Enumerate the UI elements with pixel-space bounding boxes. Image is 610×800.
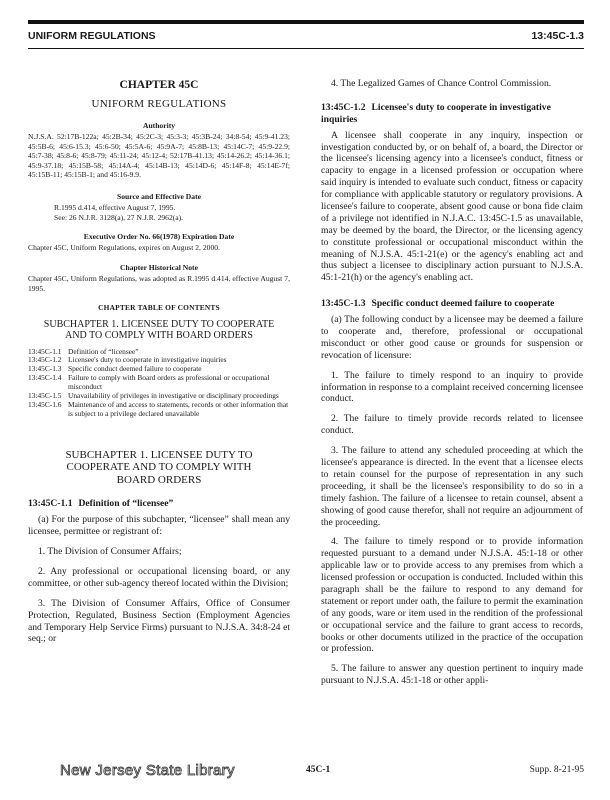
section-1-1-item: 3. The Division of Consumer Affairs, Office of Consumer Protection, Regulated, Business Section (Employment Agencies and Temporary Help Service Firms) pursuant to N.J.S.A. 34:8-24 et seq.; or — [28, 597, 290, 645]
running-head-section: 13:45C-1.3 — [531, 30, 584, 42]
running-head — [28, 30, 584, 46]
header-rule — [28, 20, 584, 24]
subchapter-heading-line-2: COOPERATE AND TO COMPLY WITH — [66, 461, 252, 474]
toc-item-number: 13:45C-1.1 — [28, 346, 62, 356]
toc-subchapter-line-1: SUBCHAPTER 1. LICENSEE DUTY TO COOPERATE — [43, 318, 275, 330]
section-1-1-intro: (a) For the purpose of this subchapter, “licensee” shall mean any licensee, permittee or registrant of: — [28, 514, 290, 538]
toc-item[interactable] — [28, 374, 290, 392]
chapter-subtitle: UNIFORM REGULATIONS — [91, 98, 227, 111]
toc-item-number: 13:45C-1.3 — [28, 364, 62, 374]
toc-subchapter-line-2: AND TO COMPLY WITH BOARD ORDERS — [65, 330, 253, 342]
page-footer — [28, 762, 584, 784]
exec-order-heading: Executive Order No. 66(1978) Expiration Date — [83, 232, 235, 242]
section-1-3-item: 3. The failure to attend any scheduled proceeding at which the licensee's appearance is directed. In the event that a licensee elects to retain counsel for the purpose of representation in any such proceeding, it shall be the licensee's responsibility to do so in a timely fashion. The failure of a licensee to retain counsel, absent a showing of good cause therefor, shall not require an adjournment of the proceeding. — [321, 445, 583, 528]
toc-list — [28, 348, 290, 419]
toc-item-number: 13:45C-1.4 — [28, 373, 62, 383]
authority-heading: Authority — [142, 120, 176, 130]
section-1-3-intro: (a) The following conduct by a licensee may be deemed a failure to cooperate and, therefore, professional or occupational misconduct or other good cause or grounds for suspension or revocation of licensure: — [321, 314, 583, 361]
toc-heading: CHAPTER TABLE OF CONTENTS — [98, 303, 220, 313]
section-number: 13:45C-1.3 — [321, 298, 366, 310]
source-heading: Source and Effective Date — [116, 191, 201, 201]
page — [28, 20, 584, 790]
toc-item-number: 13:45C-1.6 — [28, 399, 62, 409]
subchapter-heading-line-1: SUBCHAPTER 1. LICENSEE DUTY TO — [65, 448, 253, 461]
subchapter-heading-line-3: BOARD ORDERS — [116, 473, 202, 486]
section-1-1-item: 1. The Division of Consumer Affairs; — [38, 546, 182, 558]
toc-item-number: 13:45C-1.5 — [28, 390, 62, 400]
chapter-title: CHAPTER 45C — [119, 79, 199, 91]
authority-text: N.J.S.A. 52:17B-122a; 45:2B-34; 45:2C-3; 45:3-3; 45:3B-24; 34:8-54; 45:9-41.23; 45:5B-6; 45:6-15.3; 45:6-50; 45:5A-6; 45:9A-7; 45:8B-13; 45:14C-7; 45:9-22.9; 45:7-38; 45:8-6; 45:8-79; 45:11-24; 45:12-4; 52:17B-41.13; 45:14-26.2; 45:14-36.1; 45:9-37.18; 45:15B-58; 45:14A-4; 45:14B-13; 45:14D-6; 45:14F-8; 45:14E-7f; 45:15B-11; 45:15B-1; and 45:16-9.9. — [28, 132, 290, 180]
section-title: Specific conduct deemed failure to cooperate — [371, 298, 555, 310]
section-1-3-item: 5. The failure to answer any question pertinent to inquiry made pursuant to N.J.S.A. 45:1-18 or other appli- — [321, 663, 583, 687]
section-1-2-text: A licensee shall cooperate in any inquiry, inspection or investigation conducted by, or on behalf of, a board, the Director or the licensee's licensing agency into a licensee's conduct, fitness or capacity to engage in a licensed profession or occupation where said inquiry is intended to evaluate such conduct, fitness or capacity for compliance with applicable statutory or regulatory provisions. A licensee's failure to cooperate, absent good cause or bona fide claim of a privilege not identified in N.J.A.C. 13:45C-1.5 as unavailable, may be deemed by the board, the Director, or the licensing agency to constitute professional or occupational misconduct within the meaning of N.J.S.A. 45:1-21(e) or the agency's enabling act and thus subject a licensee to disciplinary action pursuant to N.J.S.A. 45:1-21(h) or the agency's enabling act. — [321, 129, 583, 284]
source-line-2: See: 26 N.J.R. 3128(a), 27 N.J.R. 2962(a). — [54, 212, 184, 222]
section-1-3-heading — [321, 298, 583, 310]
toc-item-title: Unavailability of privileges in investigative or disciplinary proceedings — [68, 390, 279, 400]
toc-item-number: 13:45C-1.2 — [28, 355, 62, 365]
section-1-3-item: 2. The failure to timely provide records related to licensee conduct. — [321, 413, 583, 437]
source-line-1: R.1995 d.414, effective August 7, 1995. — [54, 203, 176, 213]
section-number: 13:45C-1.1 — [28, 498, 73, 510]
historical-note-text: Chapter 45C, Uniform Regulations, was adopted as R.1995 d.414, effective August 7, 1995. — [28, 274, 290, 293]
section-1-2-heading — [321, 102, 583, 126]
running-head-title: UNIFORM REGULATIONS — [28, 30, 156, 42]
section-number: 13:45C-1.2 — [321, 101, 366, 113]
toc-item[interactable] — [28, 401, 290, 419]
right-column — [321, 70, 583, 695]
section-1-1-item: 4. The Legalized Games of Chance Control Commission. — [331, 78, 552, 89]
library-stamp: New Jersey State Library — [60, 762, 235, 779]
section-1-1-item: 2. Any professional or occupational licensing board, or any committee, or other sub-agency thereof located within the Division; — [28, 566, 290, 589]
section-1-3-item: 4. The failure to timely respond or to provide information requested pursuant to a demand under N.J.S.A. 45:1-18 or other applicable law or to provide access to any premises from which a licensed profession or occupation is conducted. Included within this paragraph shall be the failure to respond to any demand for statement or report under oath, the failure to permit the examination of any goods, ware or item used in the rendition of the professional or occupational service and the failure to grant access to records, books or other documents utilized in the practice of the occupation or profession. — [321, 536, 583, 655]
subchapter-heading — [28, 449, 290, 487]
exec-order-text: Chapter 45C, Uniform Regulations, expires on August 2, 2000. — [28, 243, 220, 253]
section-1-3-item: 1. The failure to timely respond to an inquiry to provide information in response to a complaint received concerning licensee conduct. — [321, 369, 583, 405]
historical-note-heading: Chapter Historical Note — [120, 262, 198, 272]
toc-item-title: Maintenance of and access to statements, records or other information that is subject to a privilege declared unavailable — [68, 399, 289, 418]
section-title: Licensee's duty to cooperate in investigative inquiries — [321, 101, 551, 125]
toc-item-title: Failure to comply with Board orders as professional or occupational misconduct — [68, 373, 270, 392]
section-title: Definition of “licensee” — [78, 498, 174, 510]
section-1-1-heading — [28, 498, 290, 510]
toc-item-title: Specific conduct deemed failure to cooperate — [68, 364, 202, 374]
toc-item-title: Definition of “licensee” — [68, 346, 139, 356]
supplement-date: Supp. 8-21-95 — [529, 765, 584, 775]
page-folio: 45C-1 — [306, 765, 331, 775]
left-column — [28, 70, 290, 653]
toc-item-title: Licensee's duty to cooperate in investigative inquiries — [68, 355, 227, 365]
header-rule-thin — [28, 48, 584, 49]
